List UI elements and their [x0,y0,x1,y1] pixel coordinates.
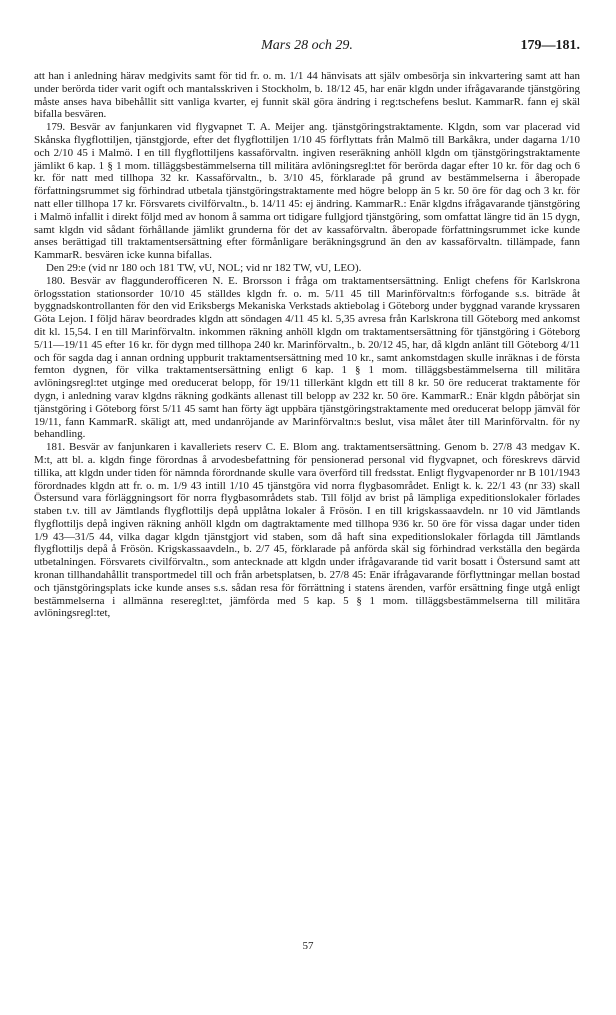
page-footer-number: 57 [302,940,314,952]
paragraph-case-181: 181. Besvär av fanjunkaren i kavalleriets reserv C. E. Blom ang. traktamentsersättning. Genom b. 27/8 43 medgav K. M:t, att bl. a. klgdn finge förordnas å arvodesbefattning för pensionerad personal vid flygvapnet, och föreskrevs därvid tillika, att klgdn under tiden för nämnda förordnande skulle vara överförd till fredsstat. Enligt flygvapenorder nr B 101/1943 förordnades klgdn att fr. o. m. 1/9 43 intill 1/10 45 tjänstgöra vid norra flygbasområdet. Enligt k. k. 22/1 43 (nr 33) skall Östersund vara förläggningsort för norra flygbasområdets stab. Till följd av brist på lämpliga expeditionslokaler förlades staben t.v. till av Jämtlands flygflottiljs depå upplåtna lokaler å Frösön. I en till krigskassaavdeln. nr 10 vid Jämtlands flygflottiljs depå ingiven räkning anhöll klgdn om dagtraktamente med tillhopa 936 kr. 50 öre för vissa dagar under tiden 1/9 43—31/5 44, vilka dagar klgdn tjänstgjort vid staben, som då haft sina expeditionslokaler förlagda till Jämtlands flygflottiljs depå å Frösön. Krigskassaavdeln., b. 2/7 45, förklarade på anförda skäl sig förhindrad verkställa den begärda utbetalningen. Försvarets civilförvaltn., som antecknade att klgdn under ifrågavarande tid varit bosatt i Östersund samt att kronan tillhandahållit transportmedel till och från arbetsplatsen, b. 27/8 45: Enär ifrågavarande förflyttningar mellan bostad och tjänstgöringsplats icke kunde anses s.s. sådan resa för förrättning i statens ärenden, varför ersättning finge utgå enligt bestämmelserna i allmänna reseregl:tet, jämförda med 5 kap. 5 § 1 mom. tilläggsbestämmelserna till militära avlöningsregl:tet, [34,441,580,620]
header-date: Mars 28 och 29. [261,38,353,53]
document-body [34,70,580,620]
paragraph-case-180: 180. Besvär av flaggunderofficeren N. E. Brorsson i fråga om traktamentsersättning. Enligt chefens för Karlskrona örlogsstation stationsorder 10/10 45 ställdes klgdn fr. o. m. 5/11 45 till Marinförvaltn:s förfogande s.s. biträde åt byggnadskontrollanten för den vid Eriksbergs Mekaniska Verkstads aktiebolag i Göteborg under byggnad varande kryssaren Göta Lejon. I följd härav beordrades klgdn att söndagen 4/11 45 kl. 5,35 avresa från Karlskrona till Göteborg med ankomst dit kl. 15,54. I en till Marinförvaltn. inkommen räkning anhöll klgdn om traktamentsersättning för tjänstgöring i Göteborg 5/11—19/11 45 efter 16 kr. för dygn med tillhopa 240 kr. Marinförvaltn., b. 20/12 45, har, då klgdn anlänt till Göteborg 4/11 och för sagda dag i annan ordning uppburit traktamentsersättning med 10 kr., samt ankomstdagen skulle inräknas i de första femton dygnen, för vilka traktamentsersättning enligt 6 kap. 1 § 1 mom. tilläggsbestämmelserna till militära avlöningsregl:tet utginge med oreducerat belopp, för 19/11 tillerkänt klgdn ett till 8 kr. 50 öre reducerat traktamente för dygn, i anledning varav klgdns räkning godkänts allenast till belopp av 232 kr. 50 öre. KammarR.: Enär klgdn påbörjat sin tjänstgöring i Göteborg först 5/11 45 samt han förty ägt uppbära tjänstgöringstraktamente med oreducerat belopp jämväl för 19/11, fann KammarR. skäligt att, med undanröjande av Marinförvaltn:s beslut, visa målet åter till Marinförvaltn. för ny behandling. [34,274,580,441]
paragraph-date-heading: Den 29:e (vid nr 180 och 181 TW, vU, NOL; vid nr 182 TW, vU, LEO). [46,261,362,274]
paragraph-case-179: 179. Besvär av fanjunkaren vid flygvapnet T. A. Meijer ang. tjänstgöringstraktamente. Klgdn, som var placerad vid Skånska flygflottiljen, tjänstgjorde, efter det flygflottiljen 1/10 45 förflyttats från Malmö till Barkåkra, under dagarna 1/10 och 2/10 45 i Malmö. I en till flygflottiljens kassaförvaltn. ingiven reseräkning anhöll klgdn om tjänstgöringstraktamente jämlikt 6 kap. 1 § 1 mom. tilläggsbestämmelserna till militära avlöningsregl:tet för berörda dagar efter 10 kr. för dag och 6 kr. för natt med tillhopa 32 kr. Kassaförvaltn., b. 3/10 45, förklarade på grund av bestämmelserna i åberopade författningsrummet sig förhindrad utbetala tjänstgöringstraktamente med högre belopp än 5 kr. 50 öre för dag och 3 kr. för natt eller tillhopa 17 kr. Försvarets civilförvaltn., b. 14/11 45: ej ändring. KammarR.: Enär klgdns ifrågavarande tjänstgöring i Malmö infallit i direkt följd med av honom å samma ort tidigare fullgjord tjänstgöring, som omfattat längre tid än 15 dygn, samt klgdn vid sådant förhållande jämlikt grunderna för det av kassaförvaltn. åberopade författningsrummet icke kunde anses berättigad till traktamentsersättning efter förmånligare beräkningsgrund än den av kassaförvaltn. tillämpade, fann KammarR. besvären icke kunna bifallas. [34,121,580,262]
header-case-numbers: 179—181. [520,38,580,53]
paragraph-continuation: att han i anledning härav medgivits samt för tid fr. o. m. 1/1 44 hänvisats att själv ombesörja sin inkvartering samt att han under berörda tider varit ogift och mantalsskriven i Stockholm, b. 18/12 45, har enär klgdn under ifrågavarande tjänstgöring måste anses hava bibehållit sitt vanliga kvarter, ej funnit skäl göra ändring i reg:tschefens beslut. KammarR. fann ej skäl bifalla besvären. [34,70,580,121]
page-header [34,38,580,58]
